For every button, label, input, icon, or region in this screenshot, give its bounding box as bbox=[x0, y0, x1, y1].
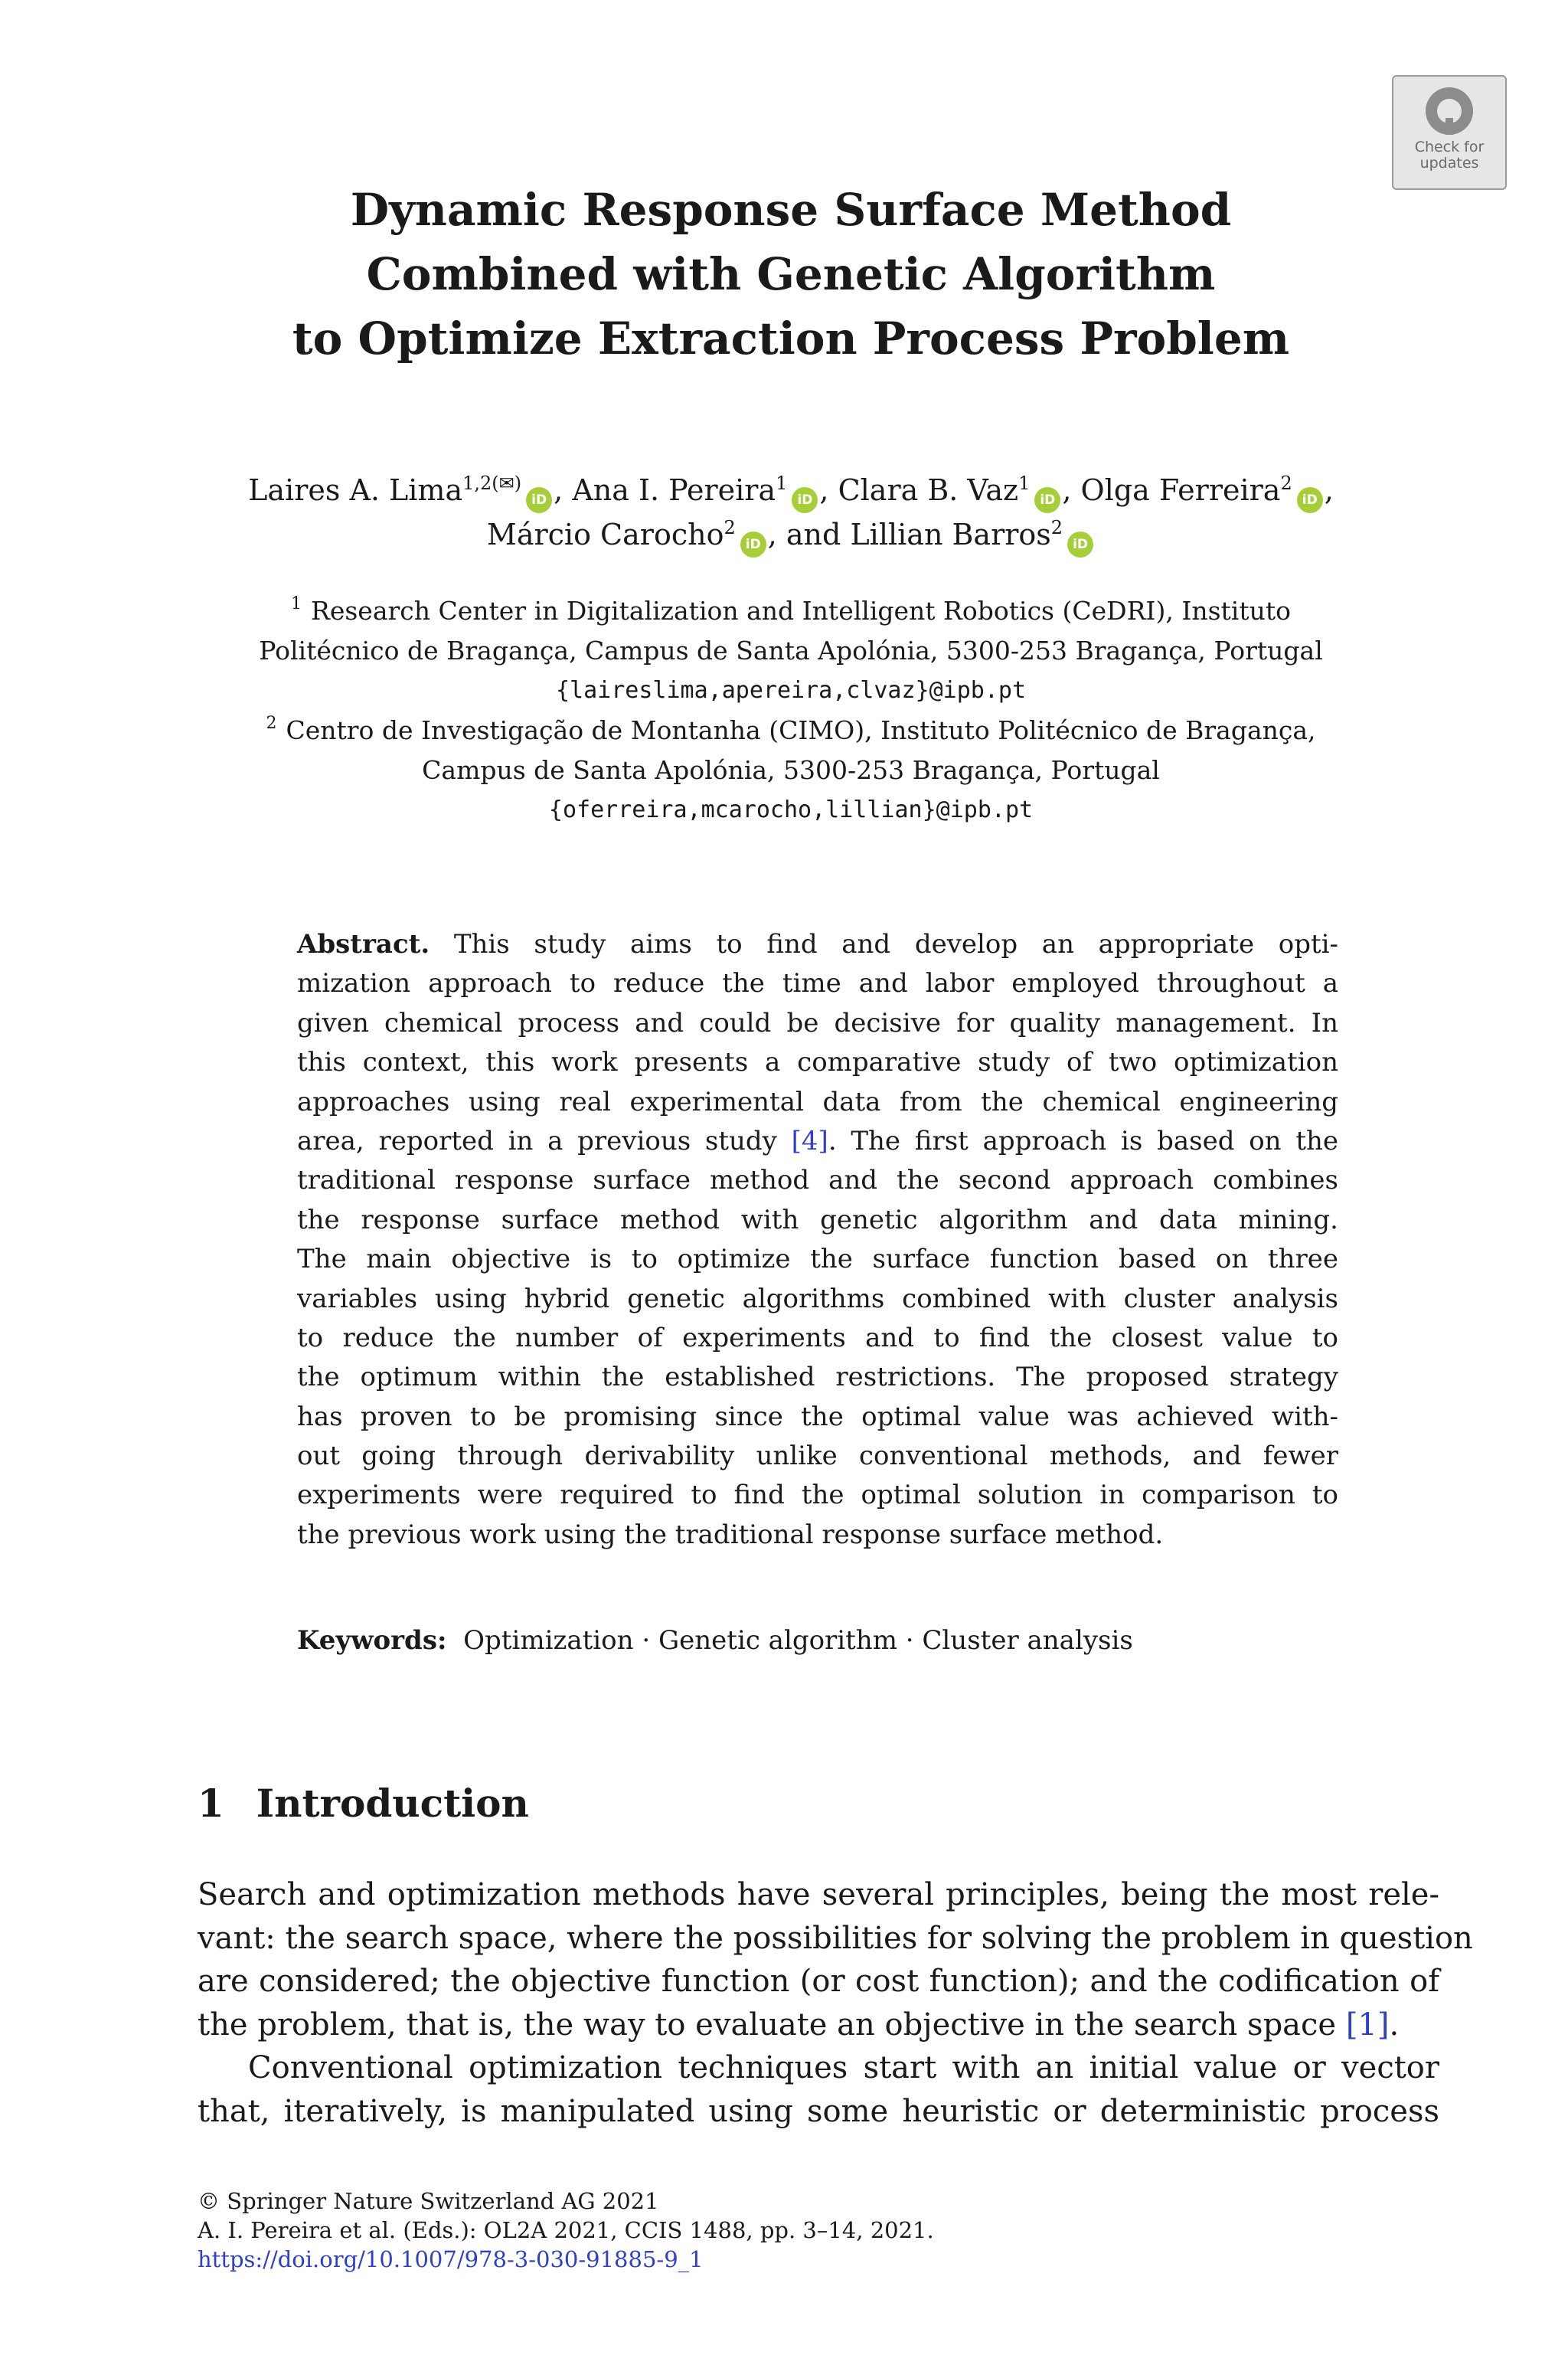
abstract-line: out going through derivability unlike conventional methods, and fewer bbox=[297, 1441, 1338, 1472]
citation-info: A. I. Pereira et al. (Eds.): OL2A 2021, CCIS 1488, pp. 3–14, 2021. bbox=[198, 2217, 934, 2243]
affiliation-1 bbox=[0, 591, 1568, 711]
reference-link[interactable]: [4] bbox=[791, 1125, 828, 1156]
keywords-label: Keywords: bbox=[297, 1625, 447, 1656]
body-line: are considered; the objective function (or cost function); and the codification of bbox=[198, 1964, 1439, 2000]
body-line: vant: the search space, where the possibilities for solving the problem in question bbox=[198, 1920, 1473, 1956]
author-separator: , bbox=[1324, 473, 1334, 507]
reference-link[interactable]: [1] bbox=[1345, 2007, 1390, 2043]
crossmark-icon bbox=[1426, 87, 1473, 135]
keyword-separator: · bbox=[897, 1625, 923, 1656]
abstract-line: variables using hybrid genetic algorithms combined with cluster analysis bbox=[297, 1283, 1338, 1314]
body-line: Conventional optimization techniques start with an initial value or vector bbox=[248, 2050, 1439, 2086]
author-affiliation-mark: 1 bbox=[1018, 473, 1031, 494]
affiliation-number: 2 bbox=[266, 714, 277, 733]
keyword: Cluster analysis bbox=[922, 1625, 1133, 1656]
title-line: Combined with Genetic Algorithm bbox=[366, 248, 1216, 300]
orcid-icon[interactable]: iD bbox=[740, 532, 766, 558]
title-line: to Optimize Extraction Process Problem bbox=[292, 312, 1290, 365]
badge-label-line1: Check for bbox=[1414, 139, 1485, 155]
author-name: Clara B. Vaz bbox=[838, 473, 1019, 507]
badge-label-line2: updates bbox=[1419, 155, 1479, 172]
section-number: 1 bbox=[198, 1781, 224, 1826]
affiliation-text: Centro de Investigação de Montanha (CIMO), Instituto Politécnico de Bragança, bbox=[286, 715, 1316, 745]
affiliation-text: Campus de Santa Apolónia, 5300-253 Bragança, Portugal bbox=[422, 755, 1160, 785]
abstract-line: has proven to be promising since the optimal value was achieved with- bbox=[297, 1401, 1338, 1432]
abstract-line: mization approach to reduce the time and labor employed throughout a bbox=[297, 968, 1338, 999]
abstract-line: the response surface method with genetic algorithm and data mining. bbox=[297, 1204, 1338, 1235]
abstract-line: This study aims to find and develop an appropriate opti- bbox=[453, 929, 1339, 960]
abstract-line: this context, this work presents a comparative study of two optimization bbox=[297, 1047, 1338, 1078]
affiliation-2 bbox=[0, 711, 1568, 830]
orcid-icon[interactable]: iD bbox=[792, 487, 818, 513]
title-line: Dynamic Response Surface Method bbox=[350, 184, 1232, 236]
author-affiliation-mark: 2 bbox=[1050, 517, 1063, 538]
author-name: Márcio Carocho bbox=[486, 518, 724, 551]
author-name: Lillian Barros bbox=[850, 518, 1051, 551]
abstract-line: The main objective is to optimize the surface function based on three bbox=[297, 1244, 1338, 1275]
orcid-icon[interactable]: iD bbox=[526, 487, 552, 513]
author-affiliation-mark: 2 bbox=[1280, 473, 1292, 494]
affiliation-number: 1 bbox=[290, 594, 302, 613]
abstract-line: experiments were required to find the optimal solution in comparison to bbox=[297, 1480, 1338, 1511]
author-affiliation-mark: 1 bbox=[776, 473, 788, 494]
body-line: that, iteratively, is manipulated using some heuristic or deterministic process bbox=[198, 2093, 1439, 2129]
orcid-icon[interactable]: iD bbox=[1034, 487, 1060, 513]
abstract-line: area, reported in a previous study bbox=[297, 1125, 792, 1156]
check-for-updates-badge[interactable] bbox=[1392, 75, 1507, 190]
section-title: Introduction bbox=[256, 1781, 529, 1826]
affiliation-text: Research Center in Digitalization and Intelligent Robotics (CeDRI), Instituto bbox=[310, 596, 1292, 626]
keyword-separator: · bbox=[633, 1625, 658, 1656]
section-heading bbox=[198, 1781, 529, 1826]
paper-title bbox=[0, 178, 1568, 371]
keyword: Genetic algorithm bbox=[658, 1625, 897, 1656]
body-line: the problem, that is, the way to evaluate an objective in the search space bbox=[198, 2007, 1346, 2043]
author-name: Laires A. Lima bbox=[248, 473, 463, 507]
abstract-line: approaches using real experimental data from the chemical engineering bbox=[297, 1086, 1338, 1117]
page-footer bbox=[198, 2187, 934, 2274]
abstract-line: given chemical process and could be decisive for quality management. In bbox=[297, 1007, 1338, 1039]
author-affiliation-mark: 1,2(✉) bbox=[462, 473, 522, 494]
abstract bbox=[297, 925, 1338, 1555]
author-name: Ana I. Pereira bbox=[572, 473, 776, 507]
abstract-line: traditional response surface method and the second approach combines bbox=[297, 1165, 1338, 1196]
author-separator: , bbox=[819, 473, 838, 507]
abstract-line: . The first approach is based on the bbox=[828, 1125, 1339, 1156]
body-line: . bbox=[1389, 2007, 1400, 2043]
introduction-body bbox=[198, 1873, 1473, 2134]
author-name: Olga Ferreira bbox=[1080, 473, 1281, 507]
keyword: Optimization bbox=[463, 1625, 634, 1656]
affiliation-email[interactable]: {laireslima,apereira,clvaz}@ipb.pt bbox=[555, 677, 1027, 704]
affiliation-email[interactable]: {oferreira,mcarocho,lillian}@ipb.pt bbox=[548, 796, 1034, 823]
affiliation-text: Politécnico de Bragança, Campus de Santa Apolónia, 5300-253 Bragança, Portugal bbox=[259, 636, 1323, 666]
orcid-icon[interactable]: iD bbox=[1297, 487, 1323, 513]
abstract-line: the previous work using the traditional response surface method. bbox=[297, 1519, 1164, 1550]
doi-link[interactable]: https://doi.org/10.1007/978-3-030-91885-9_1 bbox=[198, 2246, 704, 2272]
abstract-label: Abstract. bbox=[297, 929, 430, 960]
author-list bbox=[0, 469, 1568, 558]
keywords bbox=[297, 1625, 1133, 1656]
author-affiliation-mark: 2 bbox=[724, 517, 736, 538]
author-separator: , bbox=[554, 473, 573, 507]
copyright-notice: © Springer Nature Switzerland AG 2021 bbox=[198, 2188, 659, 2214]
abstract-line: the optimum within the established restrictions. The proposed strategy bbox=[297, 1362, 1338, 1393]
author-separator: , bbox=[1062, 473, 1081, 507]
body-line: Search and optimization methods have several principles, being the most rele- bbox=[198, 1877, 1439, 1912]
abstract-line: to reduce the number of experiments and to find the closest value to bbox=[297, 1322, 1338, 1353]
orcid-icon[interactable]: iD bbox=[1067, 532, 1093, 558]
author-separator: , and bbox=[767, 518, 851, 551]
